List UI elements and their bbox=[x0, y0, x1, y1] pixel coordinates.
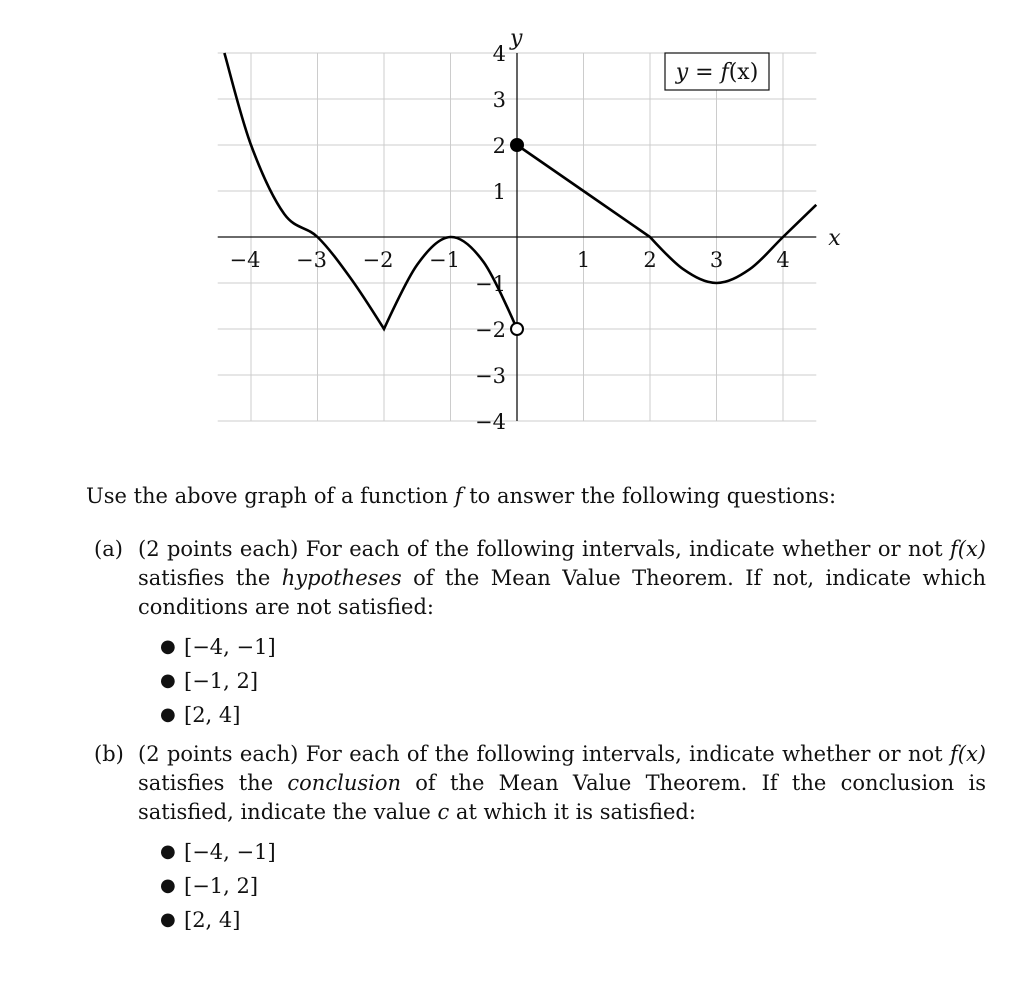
legend-eq: = bbox=[688, 60, 721, 85]
x-tick-label: −4 bbox=[229, 248, 261, 272]
legend-lhs: y bbox=[675, 60, 689, 85]
x-tick-label: −3 bbox=[296, 248, 327, 272]
y-tick-label: −4 bbox=[475, 410, 506, 434]
part-b-text: (2 points each) For each of the following intervals, indicate whether or not f(x) satisfies the conclusion of the Mean Value Theorem. If the conclusion is satisfied, indicate the value c at which it is satisfied: bbox=[138, 742, 986, 824]
part-b bbox=[86, 740, 986, 937]
legend-f: f bbox=[720, 60, 729, 85]
list-item: ● [−4, −1] bbox=[160, 840, 276, 864]
part-a bbox=[86, 535, 986, 732]
question-text bbox=[86, 482, 986, 937]
x-tick-label: −2 bbox=[362, 248, 394, 272]
y-tick-label: −2 bbox=[475, 318, 506, 342]
part-b-intervals bbox=[138, 835, 986, 937]
part-a-intervals bbox=[138, 630, 986, 732]
list-item: ● [2, 4] bbox=[160, 703, 241, 727]
y-tick-label: 3 bbox=[492, 88, 506, 112]
part-b-marker: (b) bbox=[94, 742, 124, 766]
legend bbox=[665, 53, 769, 90]
x-tick-label: 2 bbox=[643, 248, 657, 272]
x-tick-label: 4 bbox=[776, 248, 790, 272]
y-tick-label: 4 bbox=[492, 42, 506, 66]
axes bbox=[218, 53, 817, 421]
filled-endpoint bbox=[511, 139, 523, 151]
x-axis-label: x bbox=[828, 226, 841, 251]
y-tick-label: 1 bbox=[492, 180, 506, 204]
legend-arg: (x) bbox=[728, 60, 759, 85]
intro-paragraph: Use the above graph of a function f to answer the following questions: bbox=[86, 484, 837, 508]
list-item: ● [−1, 2] bbox=[160, 874, 259, 898]
legend-label bbox=[675, 60, 759, 85]
function-graph bbox=[0, 0, 1024, 460]
open-endpoint bbox=[511, 323, 523, 335]
y-tick-label: −1 bbox=[475, 272, 506, 296]
list-item: ● [−1, 2] bbox=[160, 669, 259, 693]
y-tick-label: 2 bbox=[492, 134, 506, 158]
y-tick-label: −3 bbox=[475, 364, 506, 388]
part-a-text: (2 points each) For each of the following intervals, indicate whether or not f(x) satisfies the hypotheses of the Mean Value Theorem. If not, indicate which conditions are not satisfied: bbox=[138, 537, 986, 619]
list-item: ● [−4, −1] bbox=[160, 635, 276, 659]
y-axis-label: y bbox=[510, 26, 523, 51]
x-tick-label: 1 bbox=[576, 248, 591, 272]
curve-right-piece bbox=[517, 145, 816, 283]
list-item: ● [2, 4] bbox=[160, 908, 241, 932]
part-a-marker: (a) bbox=[94, 537, 123, 561]
x-tick-label: 3 bbox=[709, 248, 724, 272]
x-tick-label: −1 bbox=[429, 248, 460, 272]
